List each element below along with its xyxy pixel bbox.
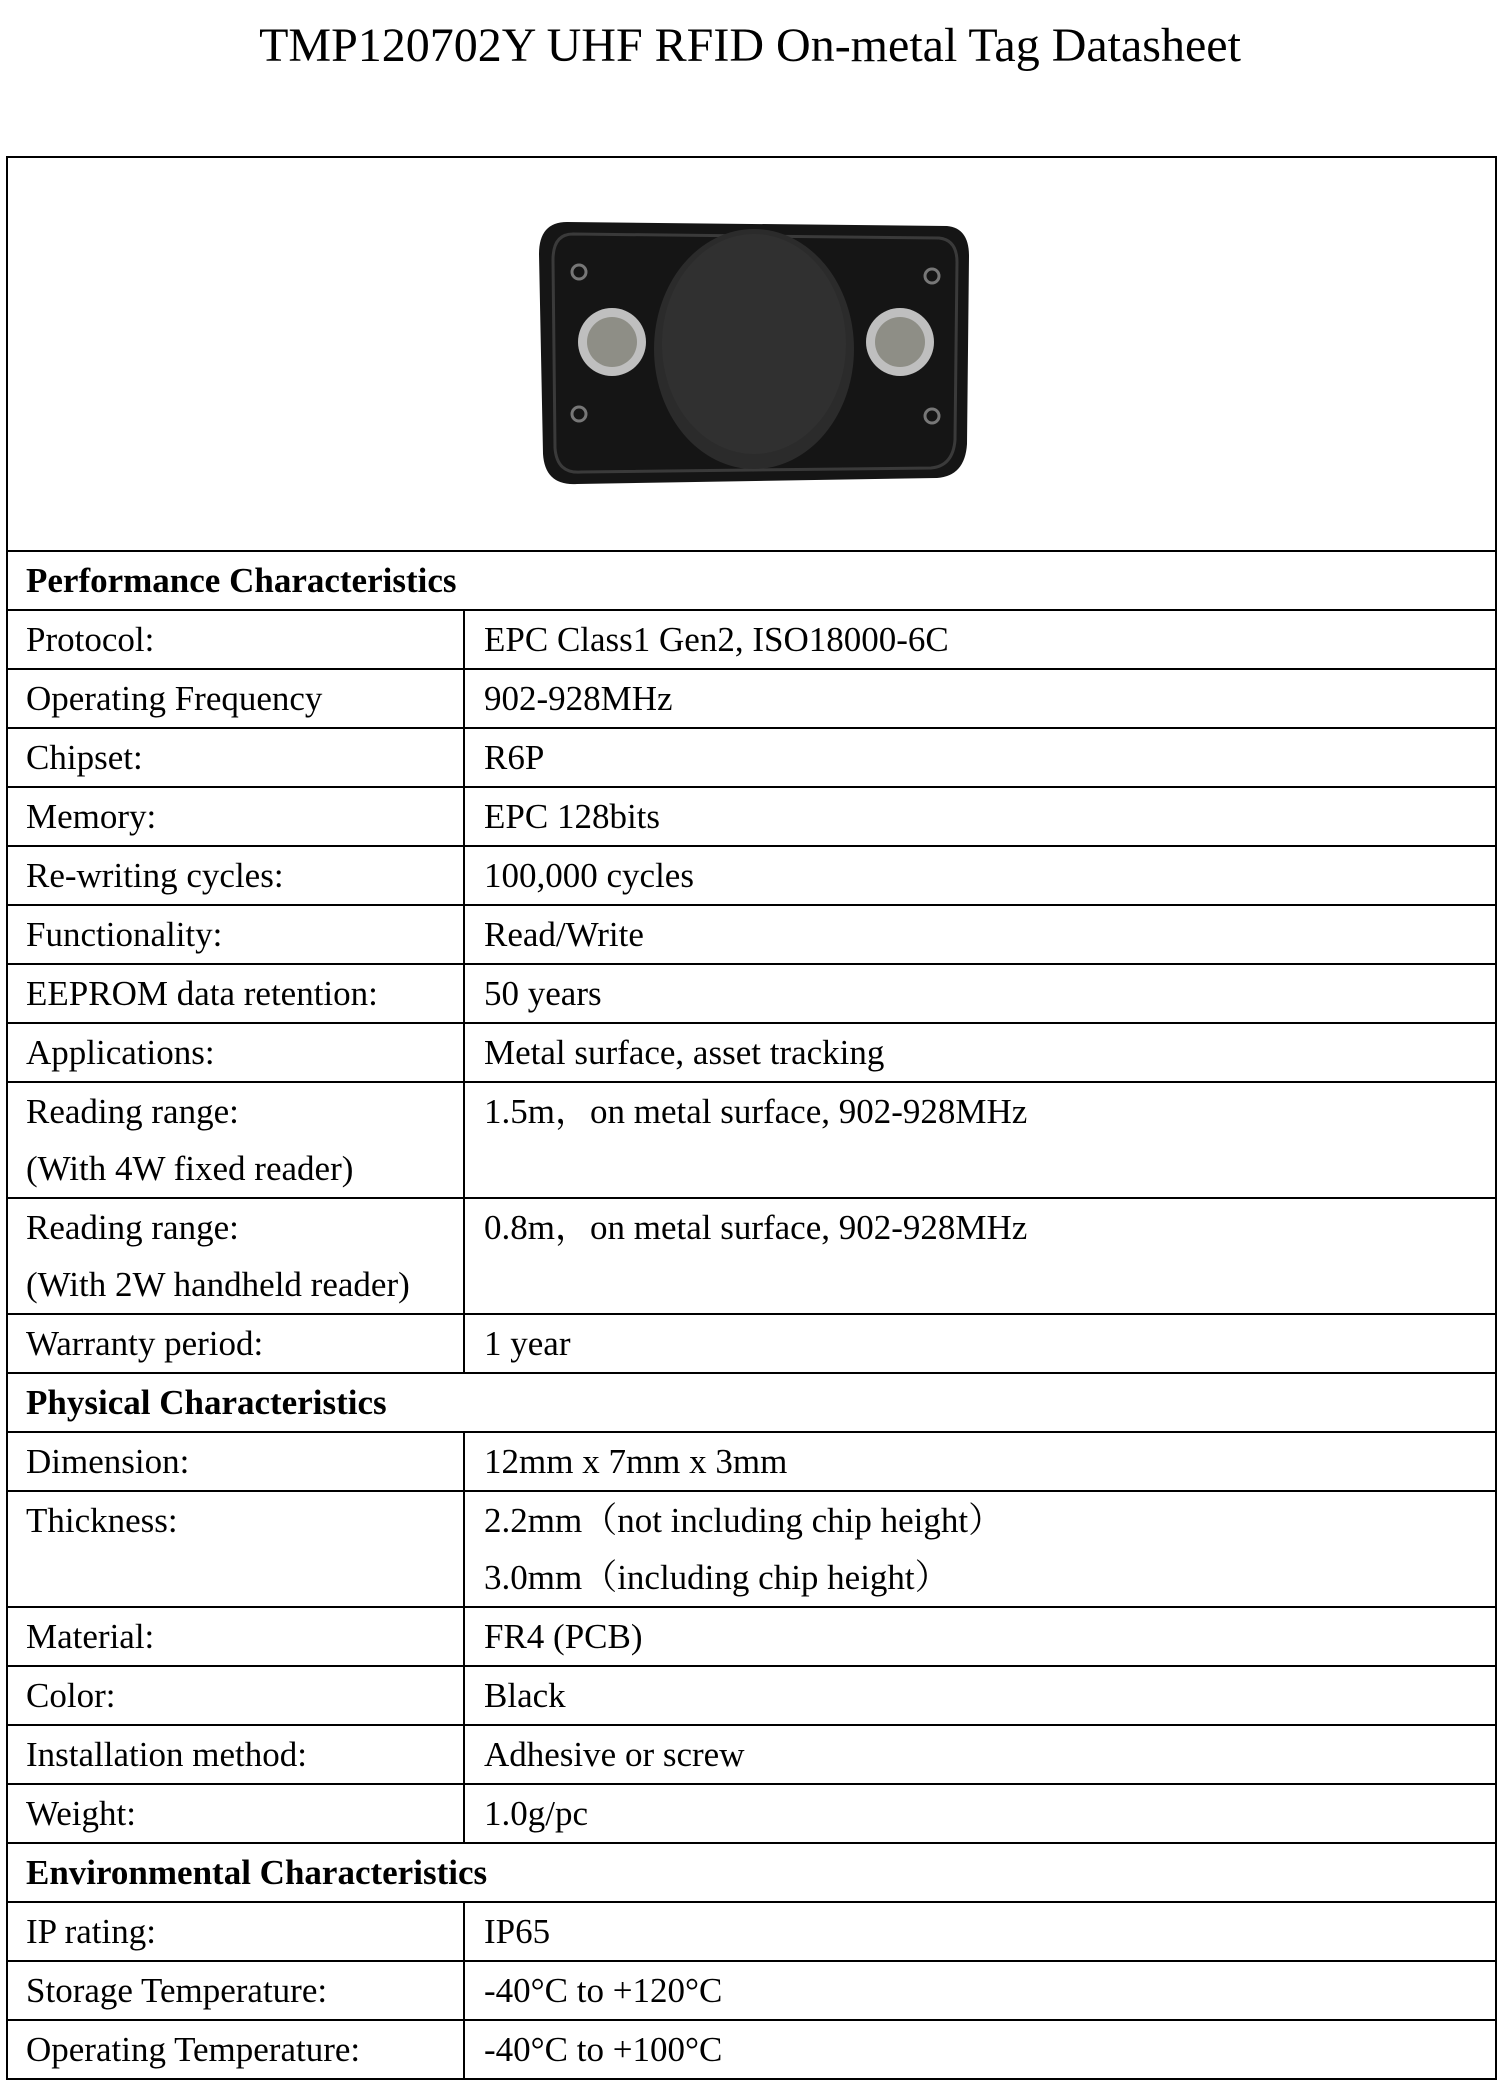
row-value: IP65 [464, 1902, 1496, 1961]
table-row [7, 1607, 1496, 1666]
section-title-environmental: Environmental Characteristics [7, 1843, 1496, 1902]
row-label-line: Reading range: [26, 1208, 239, 1247]
table-row [7, 846, 1496, 905]
row-label: Memory: [7, 787, 464, 846]
row-value: Read/Write [464, 905, 1496, 964]
row-value: EPC Class1 Gen2, ISO18000-6C [464, 610, 1496, 669]
section-header-row [7, 1373, 1496, 1432]
table-row [7, 787, 1496, 846]
row-value: Adhesive or screw [464, 1725, 1496, 1784]
row-value [464, 1491, 1496, 1607]
row-label: Thickness: [7, 1491, 464, 1607]
table-row [7, 964, 1496, 1023]
row-label: Operating Temperature: [7, 2020, 464, 2079]
row-value: 1.5m，on metal surface, 902-928MHz [464, 1082, 1496, 1198]
table-row [7, 669, 1496, 728]
table-row [7, 905, 1496, 964]
row-value: Black [464, 1666, 1496, 1725]
table-row [7, 610, 1496, 669]
row-label: Re-writing cycles: [7, 846, 464, 905]
row-label: Color: [7, 1666, 464, 1725]
row-value: 50 years [464, 964, 1496, 1023]
table-row [7, 1961, 1496, 2020]
row-label: Protocol: [7, 610, 464, 669]
row-value: -40°C to +120°C [464, 1961, 1496, 2020]
table-row [7, 1666, 1496, 1725]
row-label-line: (With 2W handheld reader) [26, 1265, 410, 1304]
row-value: -40°C to +100°C [464, 2020, 1496, 2079]
row-label: Functionality: [7, 905, 464, 964]
row-value: FR4 (PCB) [464, 1607, 1496, 1666]
row-value: R6P [464, 728, 1496, 787]
section-header-row [7, 551, 1496, 610]
product-image-cell [7, 157, 1496, 551]
row-value: 100,000 cycles [464, 846, 1496, 905]
row-label [7, 1198, 464, 1314]
row-label [7, 1082, 464, 1198]
section-header-row [7, 1843, 1496, 1902]
row-label: Dimension: [7, 1432, 464, 1491]
row-value: 12mm x 7mm x 3mm [464, 1432, 1496, 1491]
row-label: EEPROM data retention: [7, 964, 464, 1023]
table-row [7, 1198, 1496, 1314]
row-value-line: 3.0mm（including chip height） [484, 1558, 950, 1597]
image-row [7, 157, 1496, 551]
row-label: Warranty period: [7, 1314, 464, 1373]
table-row [7, 2020, 1496, 2079]
datasheet-table [6, 156, 1497, 2080]
row-label: IP rating: [7, 1902, 464, 1961]
row-value-line: 2.2mm（not including chip height） [484, 1501, 1004, 1540]
page-title: TMP120702Y UHF RFID On-metal Tag Datasheet [259, 19, 1241, 72]
row-label: Installation method: [7, 1725, 464, 1784]
table-row [7, 1491, 1496, 1607]
row-value: Metal surface, asset tracking [464, 1023, 1496, 1082]
table-row [7, 1082, 1496, 1198]
row-label: Chipset: [7, 728, 464, 787]
table-row [7, 1314, 1496, 1373]
table-row [7, 1023, 1496, 1082]
table-row [7, 1784, 1496, 1843]
table-row [7, 728, 1496, 787]
row-value: 902-928MHz [464, 669, 1496, 728]
row-label: Applications: [7, 1023, 464, 1082]
row-label: Weight: [7, 1784, 464, 1843]
row-value: 1 year [464, 1314, 1496, 1373]
section-title-physical: Physical Characteristics [7, 1373, 1496, 1432]
row-label: Storage Temperature: [7, 1961, 464, 2020]
row-label: Material: [7, 1607, 464, 1666]
rfid-tag-photo-icon [527, 204, 977, 504]
row-label: Operating Frequency [7, 669, 464, 728]
row-label-line: Reading range: [26, 1092, 239, 1131]
row-value: EPC 128bits [464, 787, 1496, 846]
table-row [7, 1432, 1496, 1491]
row-label-line: (With 4W fixed reader) [26, 1149, 354, 1188]
row-value: 0.8m，on metal surface, 902-928MHz [464, 1198, 1496, 1314]
section-title-performance: Performance Characteristics [7, 551, 1496, 610]
table-row [7, 1725, 1496, 1784]
row-value: 1.0g/pc [464, 1784, 1496, 1843]
table-row [7, 1902, 1496, 1961]
